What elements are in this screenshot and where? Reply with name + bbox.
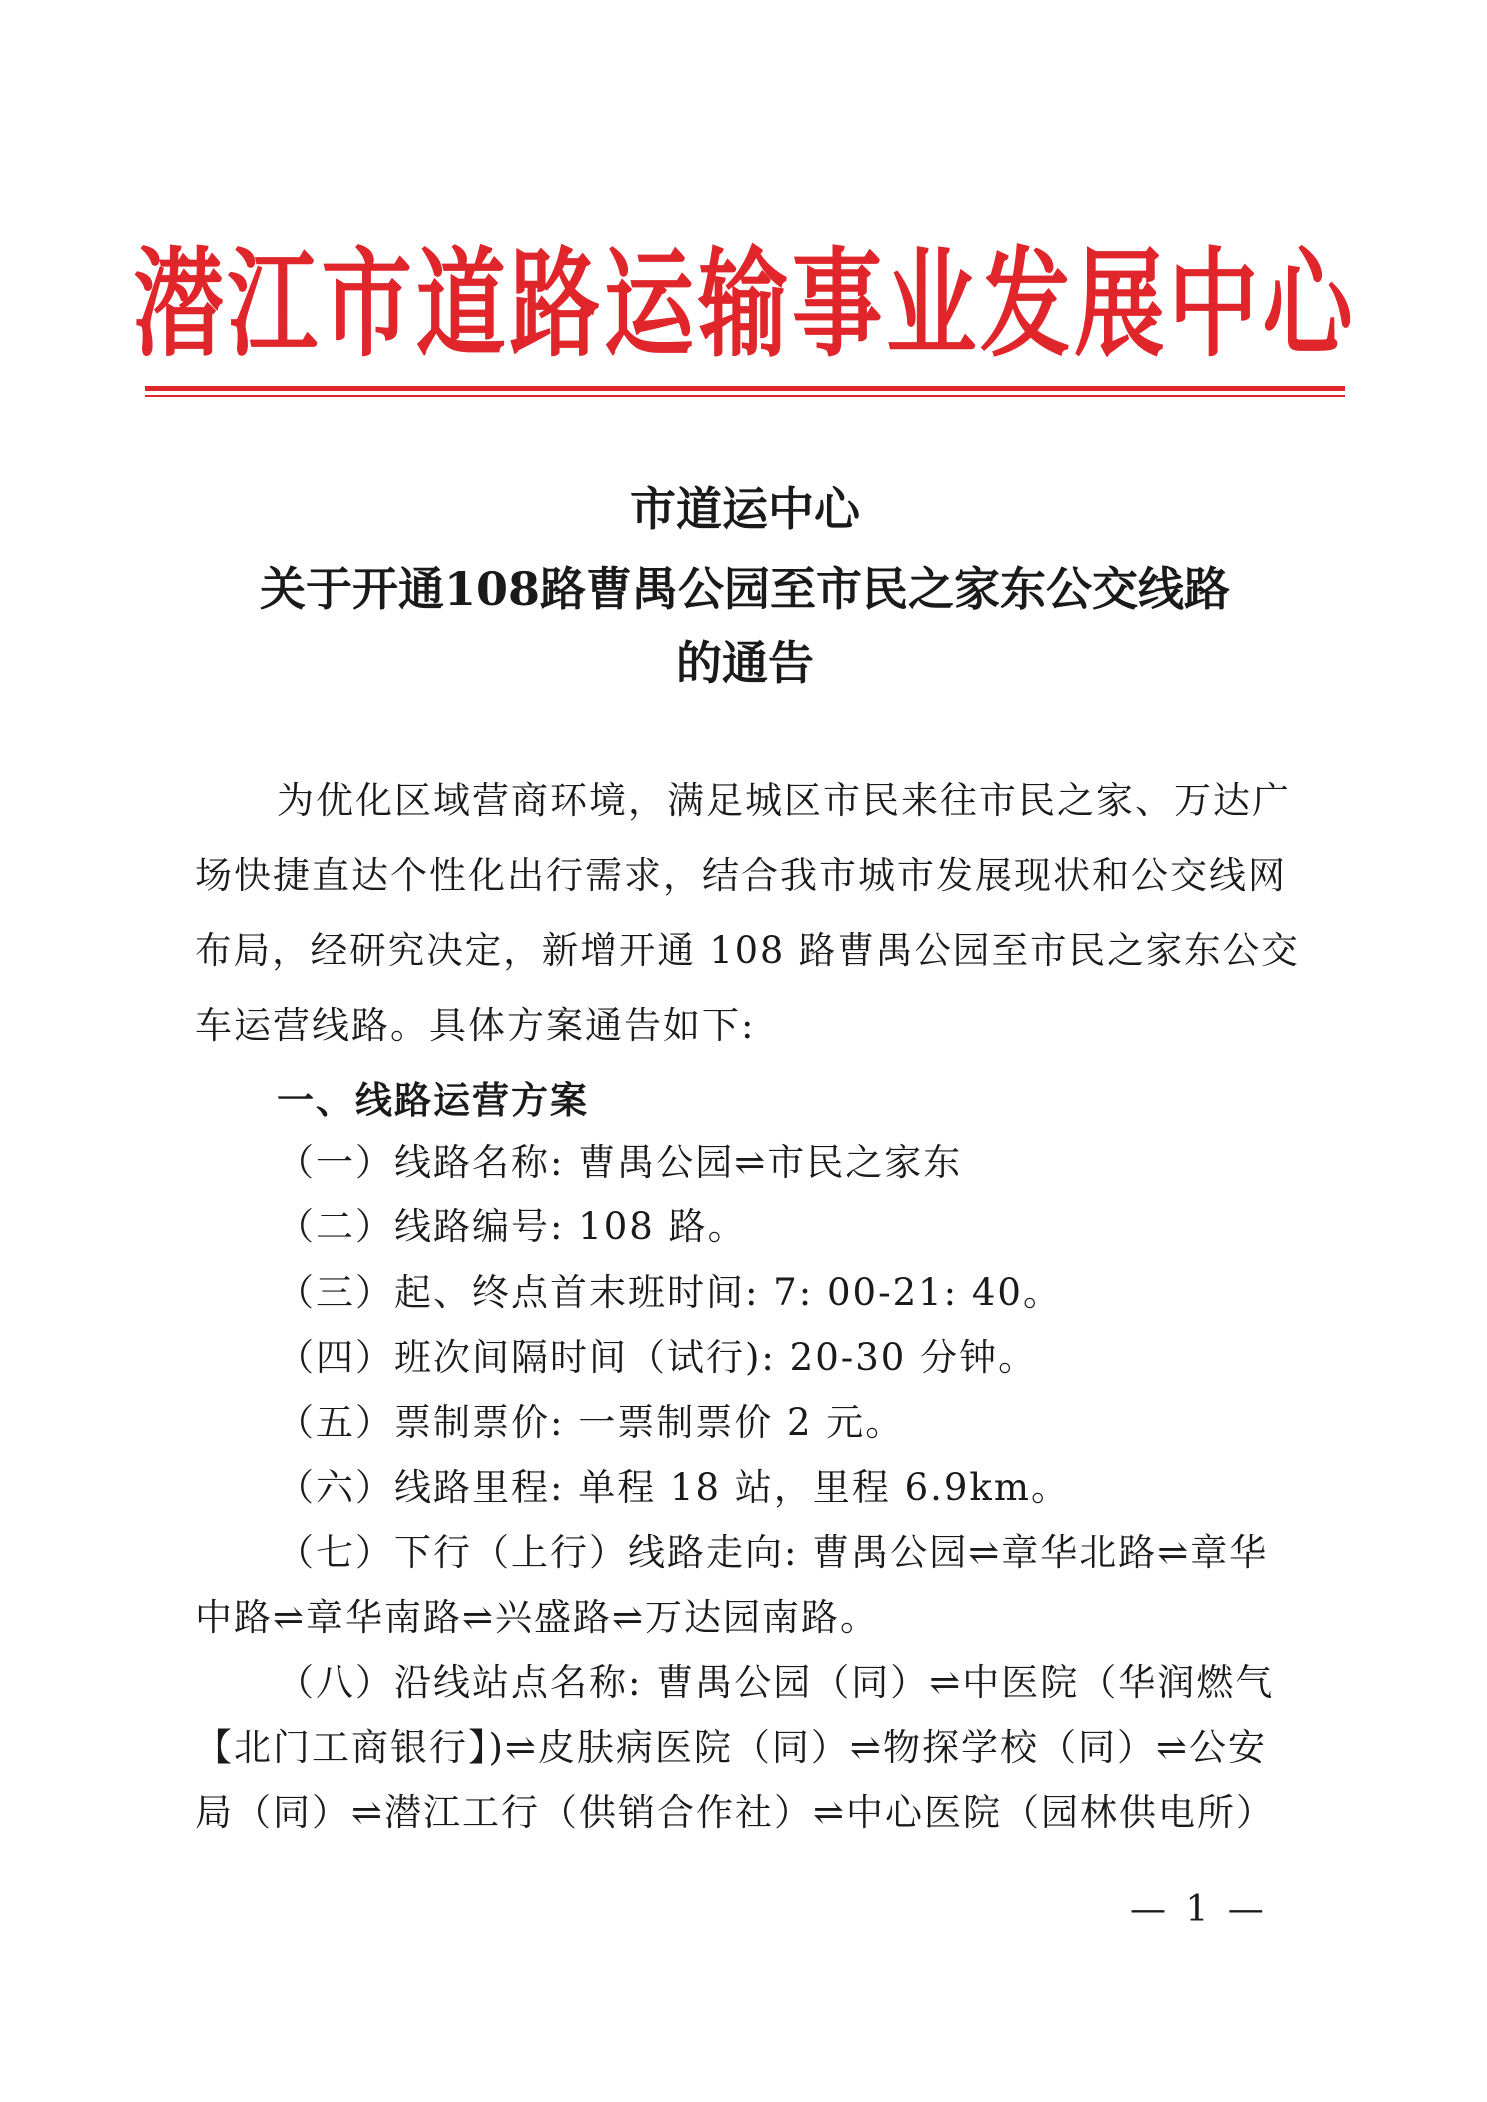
- item-stops-line-2: 【北门工商银行】)⇌皮肤病医院（同）⇌物探学校（同）⇌公安: [195, 1726, 1267, 1769]
- item-distance: （六）线路里程: 单程 18 站，里程 6.9km。: [277, 1466, 1070, 1509]
- intro-line-1: 为优化区域营商环境，满足城区市民来往市民之家、万达广: [277, 779, 1291, 822]
- title-line-1: 市道运中心: [630, 482, 860, 536]
- intro-line-2: 场快捷直达个性化出行需求，结合我市城市发展现状和公交线网: [195, 854, 1287, 897]
- page-number: — 1 —: [1130, 1889, 1268, 1930]
- item-stops-line-1: （八）沿线站点名称: 曹禺公园（同）⇌中医院（华润燃气: [277, 1661, 1275, 1704]
- title-line-2: 关于开通108路曹禺公园至市民之家东公交线路: [259, 562, 1231, 616]
- item-stops-line-3: 局（同）⇌潜江工行（供销合作社）⇌中心医院（园林供电所）: [195, 1791, 1276, 1834]
- section-heading: 一、线路运营方案: [277, 1079, 589, 1122]
- intro-line-4: 车运营线路。具体方案通告如下:: [195, 1004, 756, 1047]
- masthead-rule-thick: [145, 386, 1345, 391]
- item-fare: （五）票制票价: 一票制票价 2 元。: [277, 1401, 905, 1444]
- item-interval: （四）班次间隔时间（试行): 20-30 分钟。: [277, 1336, 1038, 1379]
- item-service-hours: （三）起、终点首末班时间: 7: 00-21: 40。: [277, 1271, 1062, 1314]
- item-direction-line-2: 中路⇌章华南路⇌兴盛路⇌万达园南路。: [195, 1596, 880, 1639]
- item-line-number: （二）线路编号: 108 路。: [277, 1205, 747, 1248]
- intro-line-3: 布局，经研究决定，新增开通 108 路曹禺公园至市民之家东公交: [195, 929, 1300, 972]
- masthead-org-name: 潜江市道路运输事业发展中心: [133, 236, 1357, 374]
- masthead-rule-thin: [145, 395, 1345, 397]
- item-line-name: （一）线路名称: 曹禺公园⇌市民之家东: [277, 1141, 963, 1184]
- title-line-3: 的通告: [676, 636, 814, 690]
- item-direction-line-1: （七）下行（上行）线路走向: 曹禺公园⇌章华北路⇌章华: [277, 1531, 1269, 1574]
